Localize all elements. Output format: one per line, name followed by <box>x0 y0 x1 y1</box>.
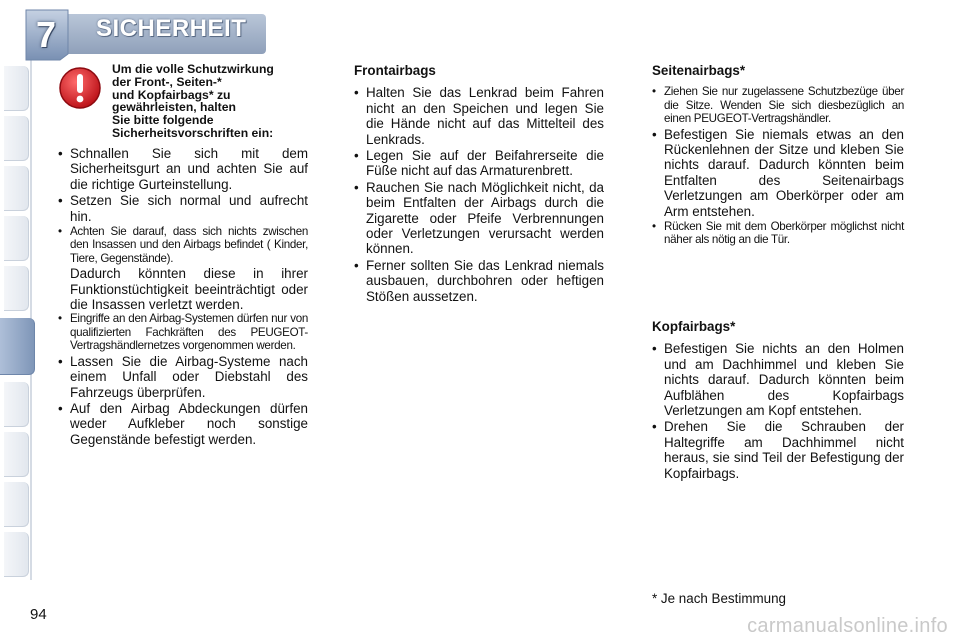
chapter-tab[interactable] <box>4 482 29 527</box>
right-column-head <box>652 319 904 482</box>
warning-line: gewährleisten, halten <box>112 100 236 115</box>
section-heading: Kopfairbags* <box>652 319 736 334</box>
list-item: • Legen Sie auf der Beifahrerseite die Füße nicht auf das Armaturenbrett. <box>354 148 604 179</box>
section-heading: Seitenairbags* <box>652 63 746 78</box>
warning-line: Um die volle Schutzwirkung <box>112 62 274 76</box>
chapter-tab[interactable] <box>4 66 29 111</box>
chapter-tab[interactable] <box>4 532 29 577</box>
chapter-tab[interactable] <box>4 432 29 477</box>
section-heading: Frontairbags <box>354 63 436 78</box>
list-item: • Eingriffe an den Airbag-Systemen dürfen nur von qualifizierten Fachkräften des PEUGEOT-Vertragshändlernetzes vorgenommen werden. <box>58 312 308 352</box>
list-item: • Rauchen Sie nach Möglichkeit nicht, da beim Entfalten der Airbags durch die Zigarette oder Pfeife Verbrennungen oder Verletzungen verursacht werden können. <box>354 180 604 257</box>
chapter-tab[interactable] <box>4 266 29 311</box>
list-item: • Achten Sie darauf, dass sich nichts zwischen den Insassen und den Airbags befindet ( Kinder, Tiere, Gegenstände). <box>58 225 308 265</box>
footnote: * Je nach Bestimmung <box>652 591 786 606</box>
list-item: • Lassen Sie die Airbag-Systeme nach einem Unfall oder Diebstahl des Fahrzeugs überprüfen. <box>58 354 308 400</box>
warning-text <box>112 63 312 140</box>
warning-line: Sie bitte folgende <box>112 113 214 128</box>
chapter-tab-active[interactable] <box>0 318 35 375</box>
watermark: carmanualsonline.info <box>747 615 948 637</box>
right-column-side <box>652 63 904 248</box>
list-item: • Setzen Sie sich normal und aufrecht hin. <box>58 193 308 224</box>
chapter-tab[interactable] <box>4 166 29 211</box>
chapter-tabs <box>0 60 34 580</box>
chapter-tab[interactable] <box>4 116 29 161</box>
list-item: • Befestigen Sie nichts an den Holmen und am Dachhimmel und kleben Sie nichts darauf. Dadurch könnten beim Aufblähen des Kopfairbags Verletzungen am Kopf entstehen. <box>652 341 904 418</box>
chapter-tab[interactable] <box>4 382 29 427</box>
list-item: • Drehen Sie die Schrauben der Haltegriffe am Dachhimmel nicht heraus, sie sind Teil der Befestigung der Kopfairbags. <box>652 419 904 481</box>
list-item: • Halten Sie das Lenkrad beim Fahren nicht an den Speichen und legen Sie die Hände nicht auf das Mittelteil des Lenkrads. <box>354 85 604 147</box>
warning-line: Sicherheitsvorschriften ein: <box>112 125 274 140</box>
list-item: • Schnallen Sie sich mit dem Sicherheitsgurt an und achten Sie auf die richtige Gurteinstellung. <box>58 146 308 192</box>
left-column <box>58 146 308 448</box>
list-item: • Rücken Sie mit dem Oberkörper möglichst nicht näher als nötig an die Tür. <box>652 220 904 247</box>
page-title: SICHERHEIT <box>96 15 247 42</box>
chapter-badge <box>12 8 70 62</box>
list-item: • Ferner sollten Sie das Lenkrad niemals ausbauen, durchbohren oder heftigen Stößen aussetzen. <box>354 258 604 304</box>
chapter-tab[interactable] <box>4 216 29 261</box>
middle-column <box>354 63 604 305</box>
note-paragraph: Dadurch könnten diese in ihrer Funktionstüchtigkeit beeinträchtigt oder die Insassen verletzt werden. <box>70 266 308 313</box>
page-number: 94 <box>30 606 47 623</box>
list-item: • Ziehen Sie nur zugelassene Schutzbezüge über die Sitze. Wenden Sie sich diesbezüglich an einen PEUGEOT-Vertragshändler. <box>652 85 904 125</box>
list-item: • Befestigen Sie niemals etwas an den Rückenlehnen der Sitze und kleben Sie nichts darauf. Dadurch könnten beim Entfalten des Seitenairbags Verletzungen am Oberkörper oder am Arm entstehen. <box>652 127 904 219</box>
exclamation-icon <box>58 66 102 110</box>
list-item: • Auf den Airbag Abdeckungen dürfen weder Aufkleber noch sonstige Gegenstände befestigt werden. <box>58 401 308 447</box>
chapter-number: 7 <box>35 14 57 55</box>
warning-line: und Kopfairbags* zu <box>112 87 231 102</box>
warning-line: der Front-, Seiten-* <box>112 74 222 89</box>
